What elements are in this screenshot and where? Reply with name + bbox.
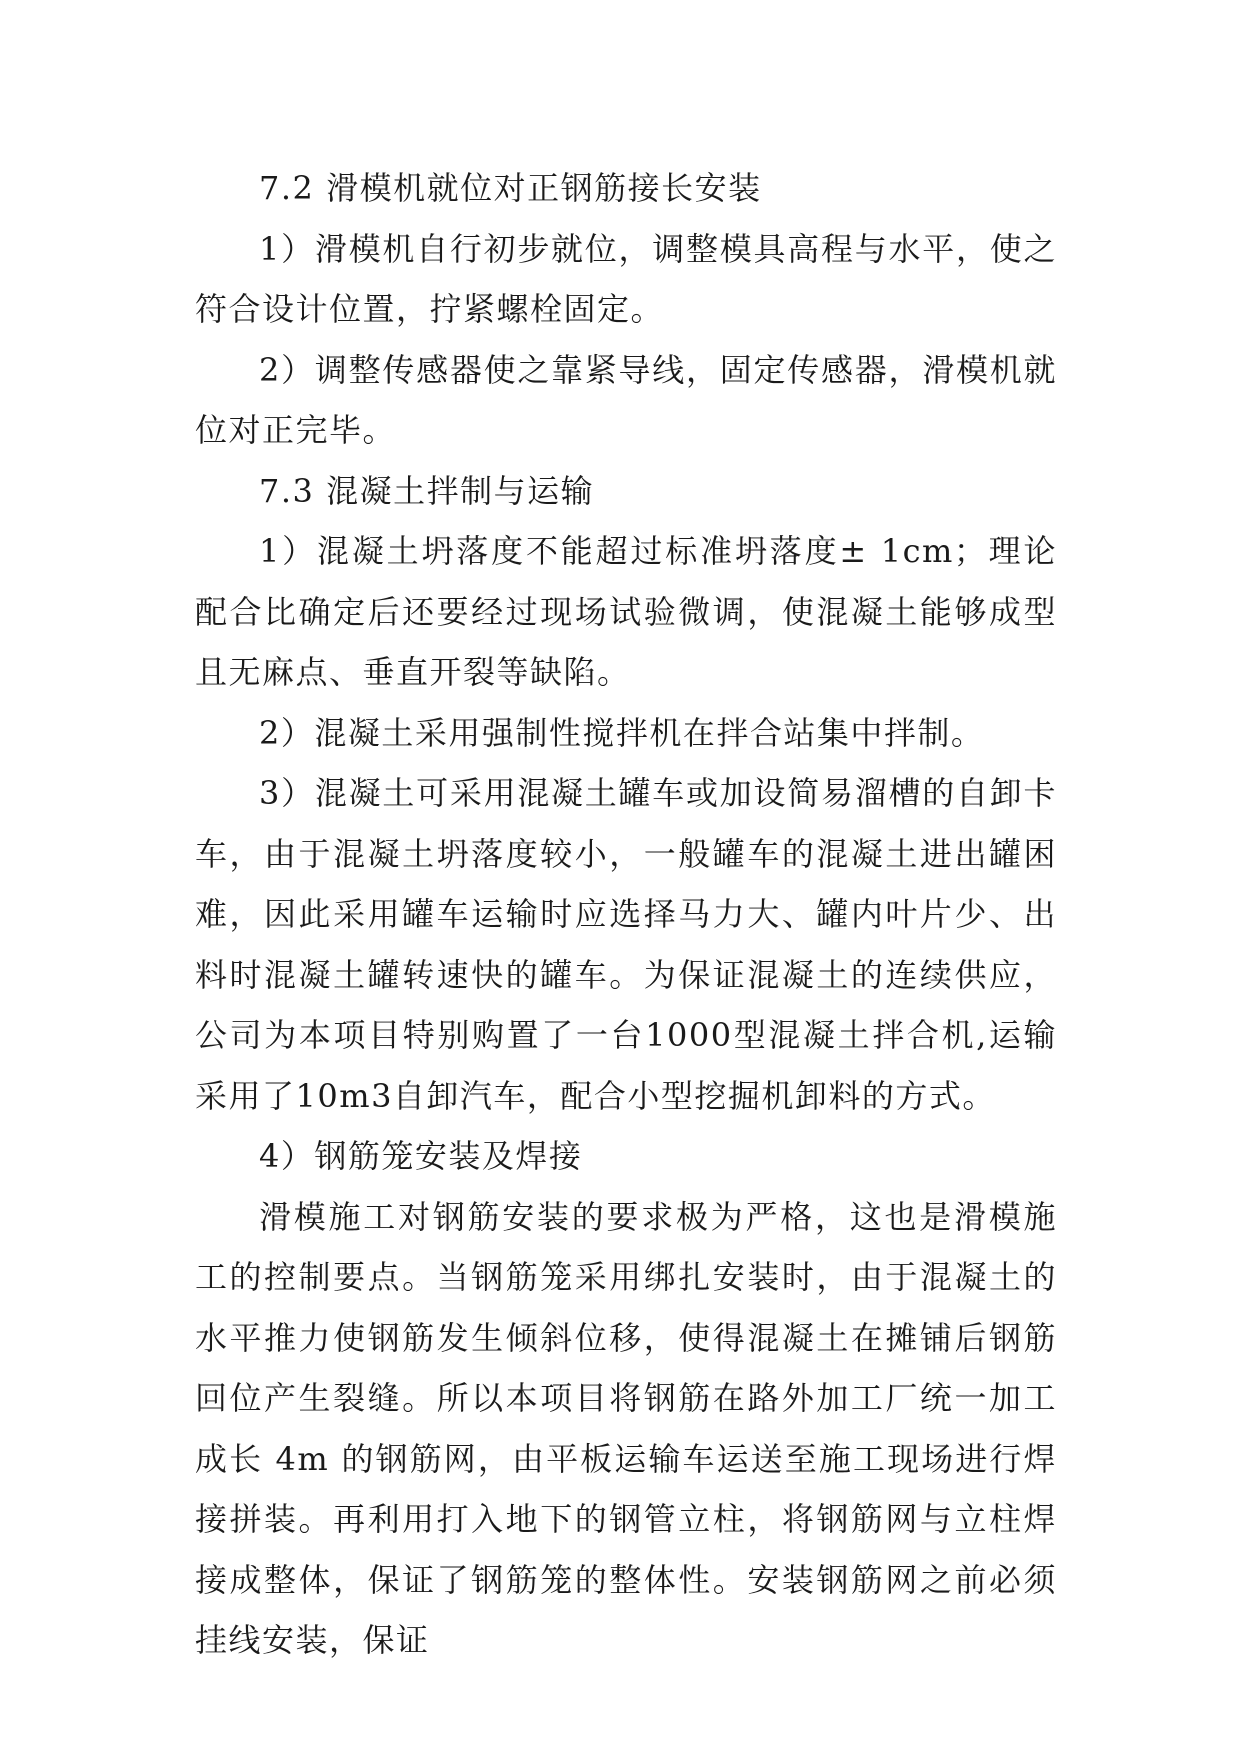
paragraph-7-2-item-1: 1）滑模机自行初步就位，调整模具高程与水平，使之符合设计位置，拧紧螺栓固定。 bbox=[195, 229, 1057, 328]
section-heading-7-3: 7.3 混凝土拌制与运输 bbox=[259, 471, 595, 510]
paragraph-7-2-item-2: 2）调整传感器使之靠紧导线，固定传感器，滑模机就位对正完毕。 bbox=[195, 350, 1057, 449]
paragraph-7-3-item-2: 2）混凝土采用强制性搅拌机在拌合站集中拌制。 bbox=[259, 713, 985, 752]
subheading-item-4: 4）钢筋笼安装及焊接 bbox=[259, 1137, 583, 1175]
paragraph-rebar-installation: 滑模施工对钢筋安装的要求极为严格，这也是滑模施工的控制要点。当钢筋笼采用绑扎安装时，由于混凝土的水平推力使钢筋发生倾斜位移，使得混凝土在摊铺后钢筋回位产生裂缝。所以本项目将钢筋在路外加工厂统一加工成长 4m 的钢筋网，由平板运输车运送至施工现场进行焊接拼装。再利用打入地下的钢管立柱，将钢筋网与立柱焊接成整体，保证了钢筋笼的整体性。安装钢筋网之前必须挂线安装，保证 bbox=[195, 1197, 1057, 1659]
paragraph-7-3-item-3: 3）混凝土可采用混凝土罐车或加设简易溜槽的自卸卡车，由于混凝土坍落度较小，一般罐车的混凝土进出罐困难，因此采用罐车运输时应选择马力大、罐内叶片少、出料时混凝土罐转速快的罐车。为保证混凝土的连续供应，公司为本项目特别购置了一台1000型混凝土拌合机,运输采用了10m3自卸汽车，配合小型挖掘机卸料的方式。 bbox=[195, 774, 1057, 1115]
section-heading-7-2: 7.2 滑模机就位对正钢筋接长安装 bbox=[259, 169, 762, 207]
paragraph-7-3-item-1: 1）混凝土坍落度不能超过标准坍落度± 1cm；理论配合比确定后还要经过现场试验微调，使混凝土能够成型且无麻点、垂直开裂等缺陷。 bbox=[195, 532, 1057, 691]
document-body bbox=[195, 158, 1057, 1671]
